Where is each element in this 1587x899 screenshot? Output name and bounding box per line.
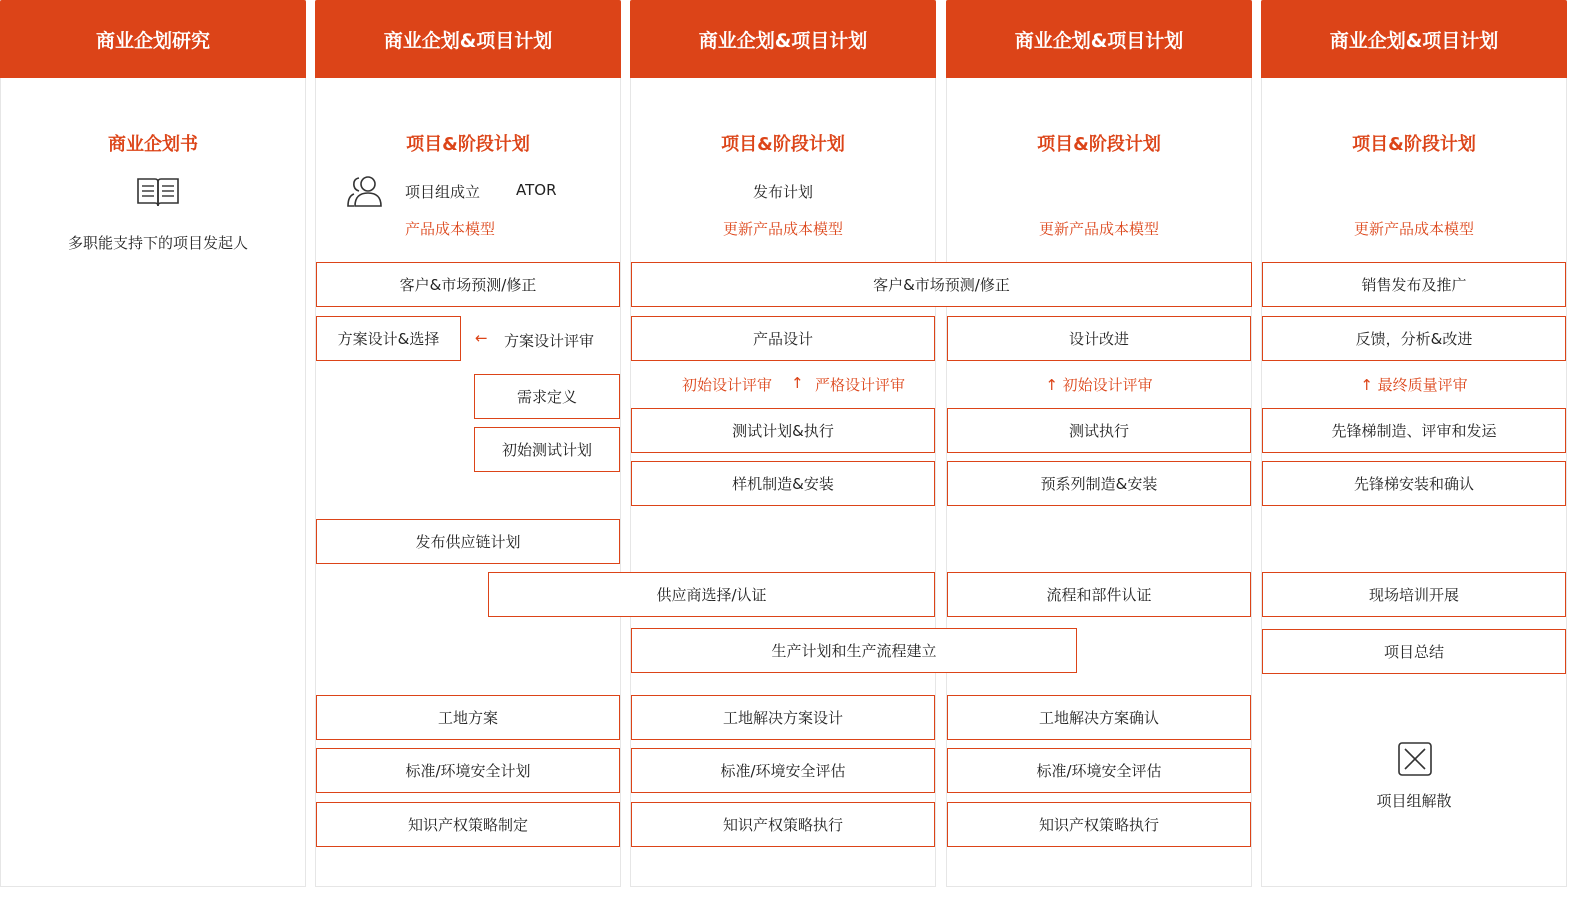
supplier-select-box: 供应商选择/认证 bbox=[488, 572, 935, 617]
book-icon bbox=[136, 176, 180, 208]
update-cost-model-label-3: 更新产品成本模型 bbox=[722, 220, 843, 238]
ip-plan-box: 知识产权策略制定 bbox=[316, 802, 620, 847]
preseries-box: 预系列制造&安装 bbox=[947, 461, 1251, 506]
supply-chain-plan-box: 发布供应链计划 bbox=[316, 519, 620, 564]
pioneer-install-box: 先锋梯安装和确认 bbox=[1262, 461, 1566, 506]
test-plan-exec-box: 测试计划&执行 bbox=[631, 408, 935, 453]
process-cert-box: 流程和部件认证 bbox=[947, 572, 1251, 617]
ip-exec-box-4: 知识产权策略执行 bbox=[947, 802, 1251, 847]
team-formed-label: 项目组成立 bbox=[405, 183, 481, 201]
feedback-box: 反馈，分析&改进 bbox=[1262, 316, 1566, 361]
column-3-title: 项目&阶段计划 bbox=[721, 134, 845, 155]
arrow-left-icon: ← bbox=[475, 329, 488, 347]
requirement-box: 需求定义 bbox=[474, 374, 620, 419]
field-training-box: 现场培训开展 bbox=[1262, 572, 1566, 617]
column-4-header: 商业企划&项目计划 bbox=[946, 0, 1252, 78]
design-select-box: 方案设计&选择 bbox=[316, 316, 461, 361]
sales-launch-box: 销售发布及推广 bbox=[1262, 262, 1566, 307]
final-review-label: ↑ 最终质量评审 bbox=[1360, 376, 1468, 394]
column-4-title: 项目&阶段计划 bbox=[1037, 134, 1161, 155]
column-2-header: 商业企划&项目计划 bbox=[315, 0, 621, 78]
column-3-header: 商业企划&项目计划 bbox=[630, 0, 936, 78]
cost-model-label: 产品成本模型 bbox=[405, 220, 496, 238]
dissolve-icon bbox=[1397, 741, 1433, 777]
column-2-title: 项目&阶段计划 bbox=[406, 134, 530, 155]
safety-assess-box-3: 标准/环境安全评估 bbox=[631, 748, 935, 793]
design-improve-box: 设计改进 bbox=[947, 316, 1251, 361]
project-summary-box: 项目总结 bbox=[1262, 629, 1566, 674]
customer-forecast-box: 客户&市场预测/修正 bbox=[316, 262, 620, 307]
column-1-header: 商业企划研究 bbox=[0, 0, 306, 78]
ip-exec-box-3: 知识产权策略执行 bbox=[631, 802, 935, 847]
production-plan-box: 生产计划和生产流程建立 bbox=[631, 628, 1077, 673]
update-cost-model-label-5: 更新产品成本模型 bbox=[1353, 220, 1474, 238]
site-design-box: 工地解决方案设计 bbox=[631, 695, 935, 740]
arrow-up-icon: ↑ bbox=[791, 374, 804, 392]
team-icon bbox=[346, 174, 386, 208]
product-design-box: 产品设计 bbox=[631, 316, 935, 361]
update-cost-model-label-4: 更新产品成本模型 bbox=[1038, 220, 1159, 238]
initial-review-label-4: ↑ 初始设计评审 bbox=[1045, 376, 1153, 394]
release-plan-label: 发布计划 bbox=[752, 183, 813, 201]
initial-test-plan-box: 初始测试计划 bbox=[474, 427, 620, 472]
project-sponsor-caption: 多职能支持下的项目发起人 bbox=[67, 234, 248, 252]
strict-review-label: 严格设计评审 bbox=[815, 376, 906, 394]
design-review-label: 方案设计评审 bbox=[504, 332, 595, 350]
column-5-header: 商业企划&项目计划 bbox=[1261, 0, 1567, 78]
dissolve-label: 项目组解散 bbox=[1376, 792, 1452, 810]
safety-assess-box-4: 标准/环境安全评估 bbox=[947, 748, 1251, 793]
test-exec-box: 测试执行 bbox=[947, 408, 1251, 453]
column-5-title: 项目&阶段计划 bbox=[1352, 134, 1476, 155]
ator-label: ATOR bbox=[516, 181, 557, 199]
safety-plan-box: 标准/环境安全计划 bbox=[316, 748, 620, 793]
pioneer-mfg-box: 先锋梯制造、评审和发运 bbox=[1262, 408, 1566, 453]
site-plan-box: 工地方案 bbox=[316, 695, 620, 740]
customer-forecast-wide-box: 客户&市场预测/修正 bbox=[631, 262, 1252, 307]
column-1-title: 商业企划书 bbox=[108, 134, 198, 155]
site-confirm-box: 工地解决方案确认 bbox=[947, 695, 1251, 740]
initial-review-label-3: 初始设计评审 bbox=[682, 376, 773, 394]
prototype-box: 样机制造&安装 bbox=[631, 461, 935, 506]
